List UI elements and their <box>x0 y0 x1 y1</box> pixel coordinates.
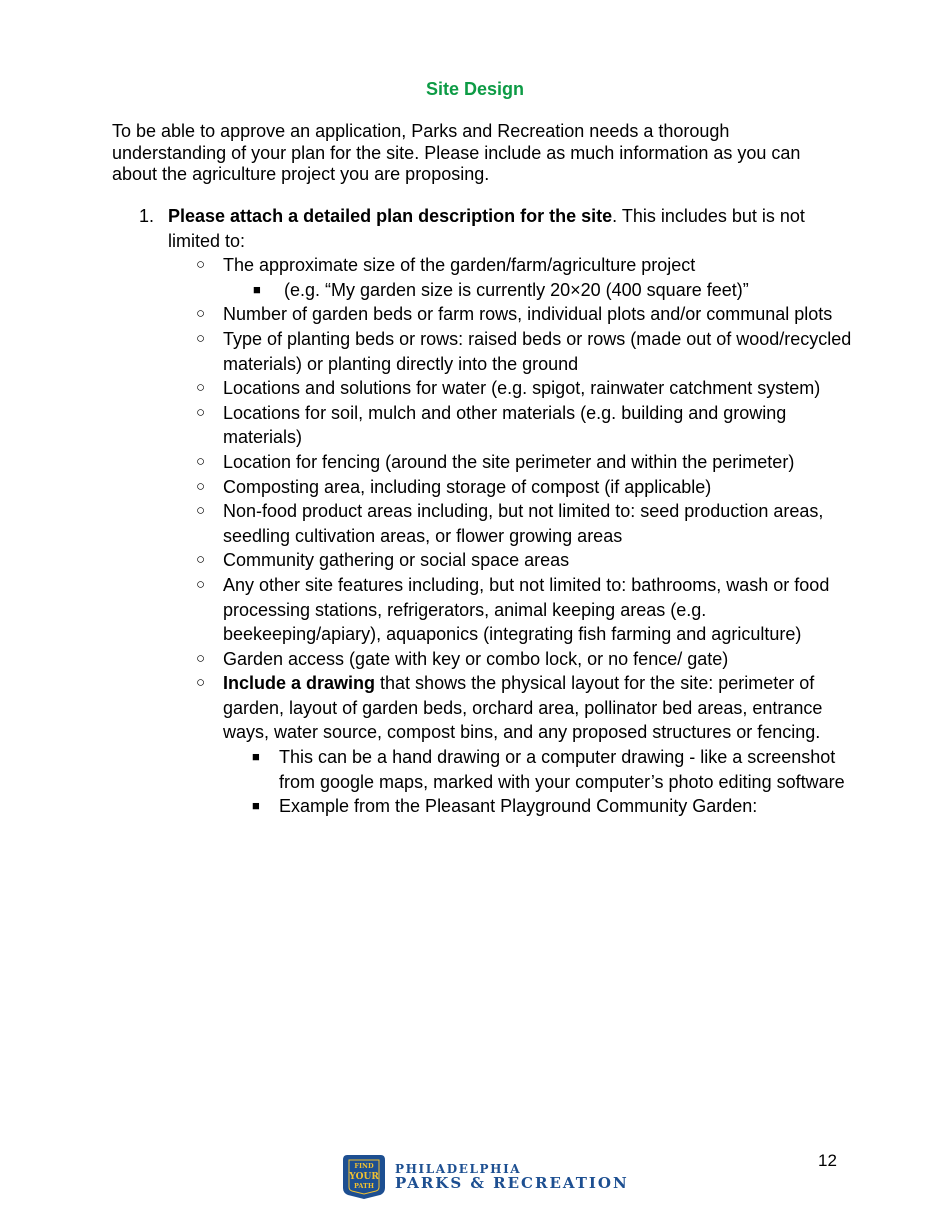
drawing-heading: Include a drawing <box>223 673 376 694</box>
circle-bullet-icon: ○ <box>196 649 206 667</box>
square-bullet-icon: ■ <box>252 798 260 814</box>
square-bullet-icon: ■ <box>252 749 260 765</box>
sub-bullet-text: Example from the Pleasant Playground Community Garden: <box>279 796 758 817</box>
bullet-item <box>112 253 852 278</box>
sub-bullet-text: This can be a hand drawing or a computer drawing - like a screenshot from google maps, marked with your computer’s photo editing software <box>279 747 845 792</box>
bullet-item <box>112 302 852 327</box>
sub-bullet-item <box>112 745 852 794</box>
circle-bullet-icon: ○ <box>196 403 206 421</box>
circle-bullet-icon: ○ <box>196 502 206 520</box>
logo-line-1: PHILADELPHIA <box>395 1162 522 1176</box>
bullet-text: The approximate size of the garden/farm/agriculture project <box>223 255 696 276</box>
bullet-item <box>112 450 852 475</box>
square-bullet-icon: ■ <box>253 281 261 297</box>
page-number: 12 <box>818 1151 837 1170</box>
bullet-text: Composting area, including storage of compost (if applicable) <box>223 476 712 497</box>
sub-bullet-text: (e.g. “My garden size is currently 20×20 (400 square feet)” <box>284 279 749 300</box>
bullet-item-drawing <box>112 671 852 745</box>
item-heading: Please attach a detailed plan description for the site <box>168 206 613 226</box>
page-title: Site Design <box>425 79 525 99</box>
parks-recreation-logo <box>341 1152 629 1202</box>
bullet-text: Locations for soil, mulch and other materials (e.g. building and growing materials) <box>223 402 787 448</box>
logo-line-2: PARKS & RECREATION <box>395 1174 629 1192</box>
intro-paragraph: To be able to approve an application, Parks and Recreation needs a thorough understanding of your plan for the site. Please include as much information as you can about the agriculture project you are proposing. <box>112 121 801 184</box>
bullet-item <box>112 548 852 573</box>
bullet-text: Number of garden beds or farm rows, individual plots and/or communal plots <box>223 304 833 325</box>
circle-bullet-icon: ○ <box>196 256 206 274</box>
circle-bullet-icon: ○ <box>196 379 206 397</box>
circle-bullet-icon: ○ <box>196 551 206 569</box>
circle-bullet-icon: ○ <box>196 329 206 347</box>
svg-text:FIND: FIND <box>354 1162 374 1170</box>
bullet-item <box>112 475 852 500</box>
bullet-text: Any other site features including, but not limited to: bathrooms, wash or food processing stations, refrigerators, animal keeping areas (e.g. beekeeping/apiary), aquaponics (integrating fish farming and agriculture) <box>223 574 830 645</box>
circle-bullet-icon: ○ <box>196 305 206 323</box>
bullet-text: Community gathering or social space areas <box>223 550 570 571</box>
bullet-text: Location for fencing (around the site perimeter and within the perimeter) <box>223 451 795 472</box>
drawing-text: that shows the physical layout for the site: perimeter of garden, layout of garden beds, orchard area, pollinator bed areas, entrance ways, water source, compost bins, and any proposed structures or fencing. <box>223 673 823 743</box>
bullet-text: Garden access (gate with key or combo lock, or no fence/ gate) <box>223 648 729 669</box>
circle-bullet-icon: ○ <box>196 575 206 593</box>
list-number: 1. <box>139 206 155 226</box>
bullet-item <box>112 327 852 376</box>
bullet-text: Type of planting beds or rows: raised beds or rows (made out of wood/recycled materials) or planting directly into the ground <box>223 328 852 374</box>
bullet-item <box>112 499 852 548</box>
svg-text:PATH: PATH <box>353 1182 375 1190</box>
circle-bullet-icon: ○ <box>196 674 206 692</box>
bullet-item <box>112 573 852 647</box>
bullet-text: Non-food product areas including, but not limited to: seed production areas, seedling cultivation areas, or flower growing areas <box>223 501 824 546</box>
svg-text:YOUR: YOUR <box>349 1172 379 1182</box>
sub-bullet-item <box>112 794 852 819</box>
bullet-item <box>112 401 852 450</box>
sub-bullet-item <box>112 278 852 303</box>
item-text: . This includes but is not limited to: <box>168 206 805 251</box>
circle-bullet-icon: ○ <box>196 452 206 470</box>
bullet-item <box>112 376 852 401</box>
plan-list <box>112 204 852 819</box>
circle-bullet-icon: ○ <box>196 477 206 495</box>
bullet-text: Locations and solutions for water (e.g. spigot, rainwater catchment system) <box>223 378 821 399</box>
list-item-1 <box>112 204 852 253</box>
bullet-item <box>112 647 852 672</box>
find-your-path-badge-icon <box>341 1152 387 1200</box>
